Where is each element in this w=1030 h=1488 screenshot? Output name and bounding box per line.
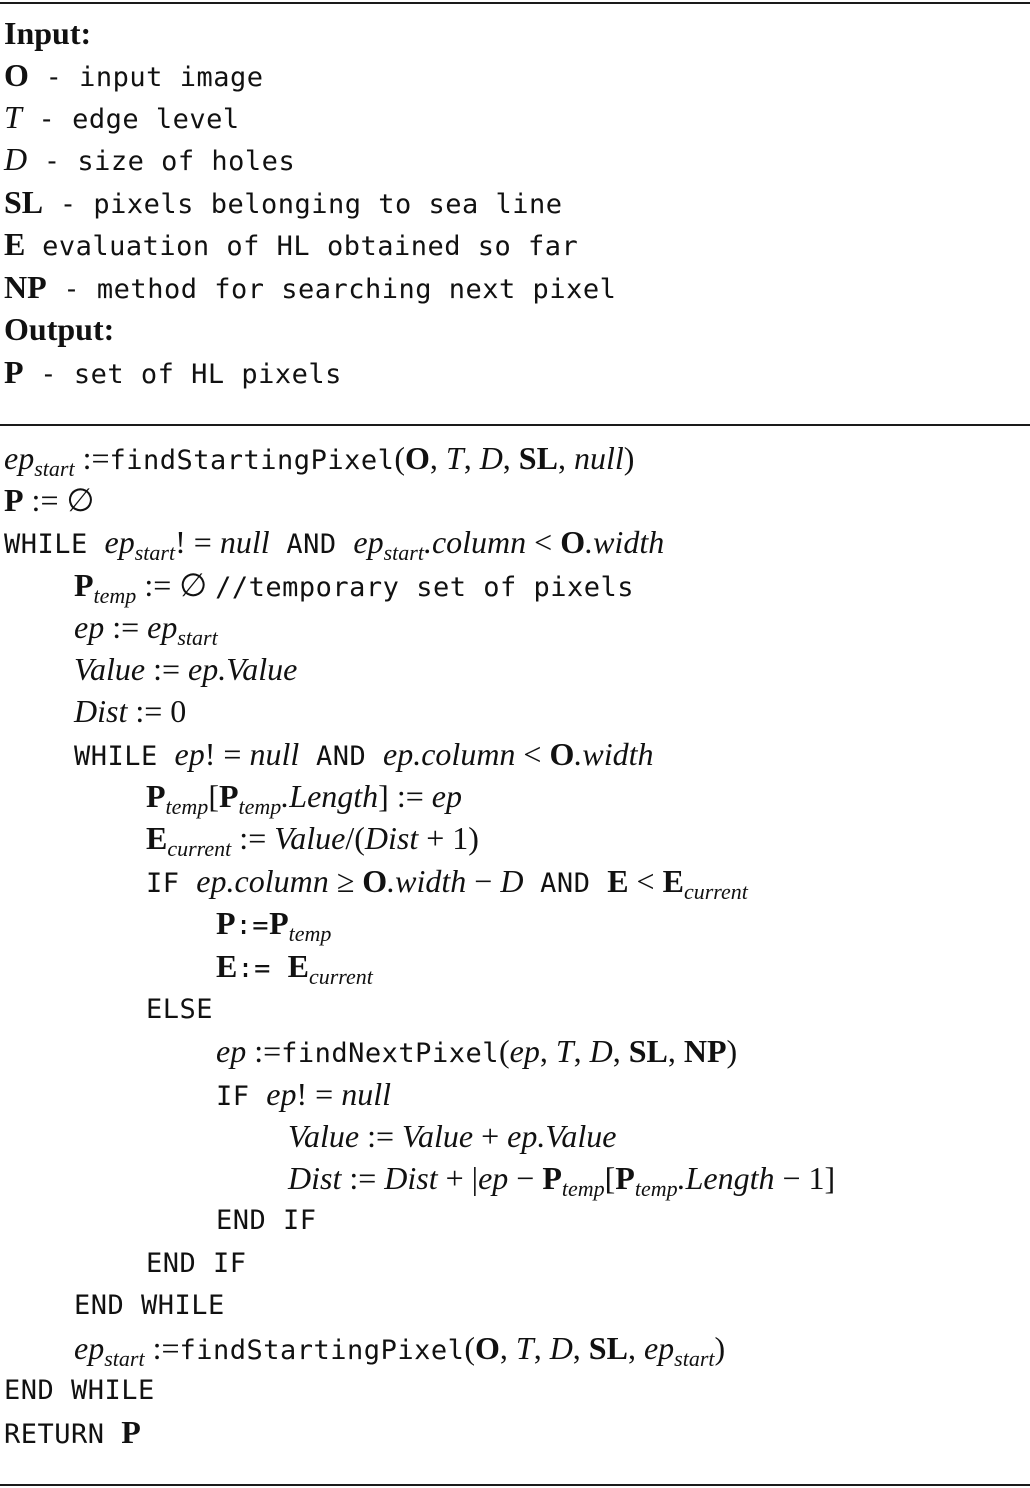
code-token: .Length [677,1160,775,1196]
code-token: Value [274,820,346,856]
code-token: , [667,1033,684,1069]
code-token: ELSE [146,994,214,1025]
code-token: D [549,1330,573,1366]
code-token: D [500,863,524,899]
code-token: O [362,863,388,899]
code-token: ep.Value [188,651,298,687]
code-token: WHILE [74,741,175,772]
code-token: E [607,863,629,899]
code-token: , [429,440,446,476]
code-token: NP [683,1033,727,1069]
code-token: //temporary set of pixels [215,572,635,603]
code-token: O [405,440,430,476]
code-token: P [146,778,166,814]
code-token: , [539,1033,556,1069]
code-token: ep [478,1160,509,1196]
code-token: .width [574,736,654,772]
code-line [146,988,213,1030]
code-token: := [246,1033,282,1069]
code-line [74,564,634,606]
code-token: − [466,863,501,899]
code-line [4,437,634,479]
code-token: ( [394,440,405,476]
code-token: , [557,440,574,476]
code-token: ≥ [328,863,363,899]
code-token: O [549,736,575,772]
code-line [4,1411,141,1453]
code-token: < [515,736,550,772]
code-token: , [499,1330,516,1366]
code-token: ep [353,524,384,560]
code-token: := [144,1330,180,1366]
code-token: P [216,905,236,941]
code-token: IF [216,1081,267,1112]
code-token: E [216,948,238,984]
code-token: WHILE [4,529,105,560]
code-token: findStartingPixel [109,445,395,476]
code-token: SL [518,440,558,476]
code-token: , [627,1330,644,1366]
code-token: null [219,524,270,560]
code-token: , [502,440,519,476]
code-token: := [74,440,110,476]
code-token: ep [266,1076,297,1112]
code-token: D [479,440,503,476]
code-token: := [237,953,288,984]
code-line [74,648,297,690]
code-token: start [383,540,424,565]
param-sl: SL - pixels belonging to sea line [4,184,563,220]
code-token: current [167,836,232,861]
code-token: O [560,524,586,560]
code-token: start [134,540,176,565]
code-line [216,902,331,944]
code-token: AND [269,529,354,560]
code-token: IF [146,868,197,899]
code-line [74,733,653,775]
middle-rule [0,424,1030,426]
code-token: P [74,567,94,603]
param-o: O - input image [4,57,264,93]
code-token: + | [437,1160,479,1196]
code-token: END WHILE [74,1290,225,1321]
code-token: E [287,948,309,984]
code-token: ! = [296,1076,342,1112]
code-token: T [515,1330,534,1366]
code-token: ep.column [383,736,516,772]
code-line [74,1284,225,1326]
code-token: − 1] [774,1160,836,1196]
code-token: := 0 [127,693,187,729]
code-token: temp [238,794,282,819]
code-token: null [249,736,300,772]
code-line [216,1030,737,1072]
code-token: [ [208,778,219,814]
code-token: SL [628,1033,668,1069]
code-line [4,1369,155,1411]
code-token: < [526,524,561,560]
top-rule [0,2,1030,4]
code-token: END WHILE [4,1375,155,1406]
code-token: ) [623,440,635,476]
param-t: T - edge level [4,99,240,135]
code-token: .width [585,524,665,560]
code-token: Dist [288,1160,342,1196]
output-heading: Output: [4,311,115,347]
code-token: null [573,440,624,476]
code-line [216,945,373,987]
code-token: P [269,905,289,941]
code-token: D [589,1033,613,1069]
code-token: SL [588,1330,628,1366]
code-token: Dist [384,1160,438,1196]
code-token: ( [498,1033,510,1069]
code-token: := [231,820,275,856]
code-token: , [533,1330,550,1366]
code-token: , [572,1330,589,1366]
code-token: := [359,1118,403,1154]
code-token: AND [299,741,384,772]
code-token: E [146,820,168,856]
code-line [288,1115,616,1157]
code-token: + 1) [418,820,479,856]
code-token: temp [165,794,209,819]
code-token: ep [643,1330,675,1366]
code-token: := ∅ [23,482,95,518]
code-token: Dist [74,693,128,729]
output-p: P - set of HL pixels [4,354,342,390]
code-token: ) [714,1330,726,1366]
code-token: start [34,456,75,481]
code-line [216,1199,317,1241]
code-token: T [555,1033,574,1069]
code-token: null [341,1076,391,1112]
code-token: := [341,1160,385,1196]
code-token: P [218,778,239,814]
code-token: ep [147,609,178,645]
code-token: start [104,1346,145,1371]
code-token: Value [74,651,146,687]
code-token: END IF [216,1205,317,1236]
code-token: P [4,482,24,518]
code-line [4,479,94,521]
code-token: findNextPixel [281,1038,499,1069]
param-e: E evaluation of HL obtained so far [4,226,579,262]
code-line [74,606,218,648]
code-token: Dist [364,820,419,856]
code-line [4,521,664,563]
code-token: .column [423,524,527,560]
code-token: findStartingPixel [179,1335,465,1366]
code-line [74,1327,725,1369]
code-line [146,1242,247,1284]
code-token: temp [288,921,332,946]
code-line [146,775,462,817]
code-token: temp [634,1176,678,1201]
input-heading: Input: [4,15,92,51]
code-token: := [145,651,189,687]
code-token: temp [93,583,137,608]
code-token: T [445,440,464,476]
code-token: := [235,910,270,941]
code-token: := ∅ [136,567,216,603]
code-token: ! = [204,736,250,772]
code-token: current [683,879,748,904]
code-token: , [612,1033,629,1069]
code-token: ep [431,778,462,814]
code-token: P [542,1160,562,1196]
code-token: ] := [378,778,432,814]
code-token: Value [402,1118,474,1154]
code-line [288,1157,835,1199]
code-line [146,817,479,859]
param-d: D - size of holes [4,141,296,177]
code-token: AND [523,868,608,899]
code-token: ep [74,609,105,645]
code-token: ep.Value [507,1118,617,1154]
code-token: O [475,1330,500,1366]
code-token: := [104,609,148,645]
code-token: ! = [175,524,220,560]
code-token: ( [464,1330,475,1366]
code-token: [ [604,1160,616,1196]
code-token: .width [387,863,467,899]
code-token: , [463,440,480,476]
code-token: ) [726,1033,738,1069]
code-token: current [308,964,373,989]
code-line [146,860,748,902]
code-token: RETURN [4,1419,122,1450]
code-line [74,690,186,732]
code-token: ep [509,1033,540,1069]
code-token: .Length [281,778,379,814]
code-token: < [628,863,663,899]
code-token: start [674,1346,715,1371]
code-token: E [662,863,684,899]
code-token: ep.column [196,863,329,899]
code-token: ep [4,440,35,476]
code-token: END IF [146,1248,247,1279]
code-token: temp [561,1176,605,1201]
code-token: Value [288,1118,360,1154]
code-line [216,1073,391,1115]
code-token: ep [216,1033,247,1069]
code-token: − [508,1160,543,1196]
param-np: NP - method for searching next pixel [4,269,617,305]
code-token: /( [345,820,365,856]
code-token: start [177,625,218,650]
code-token: P [121,1414,141,1450]
code-token: ep [74,1330,105,1366]
code-token: , [573,1033,590,1069]
code-token: ep [174,736,205,772]
code-token: + [473,1118,508,1154]
bottom-rule [0,1484,1030,1486]
code-token: P [615,1160,635,1196]
code-token: ep [104,524,135,560]
